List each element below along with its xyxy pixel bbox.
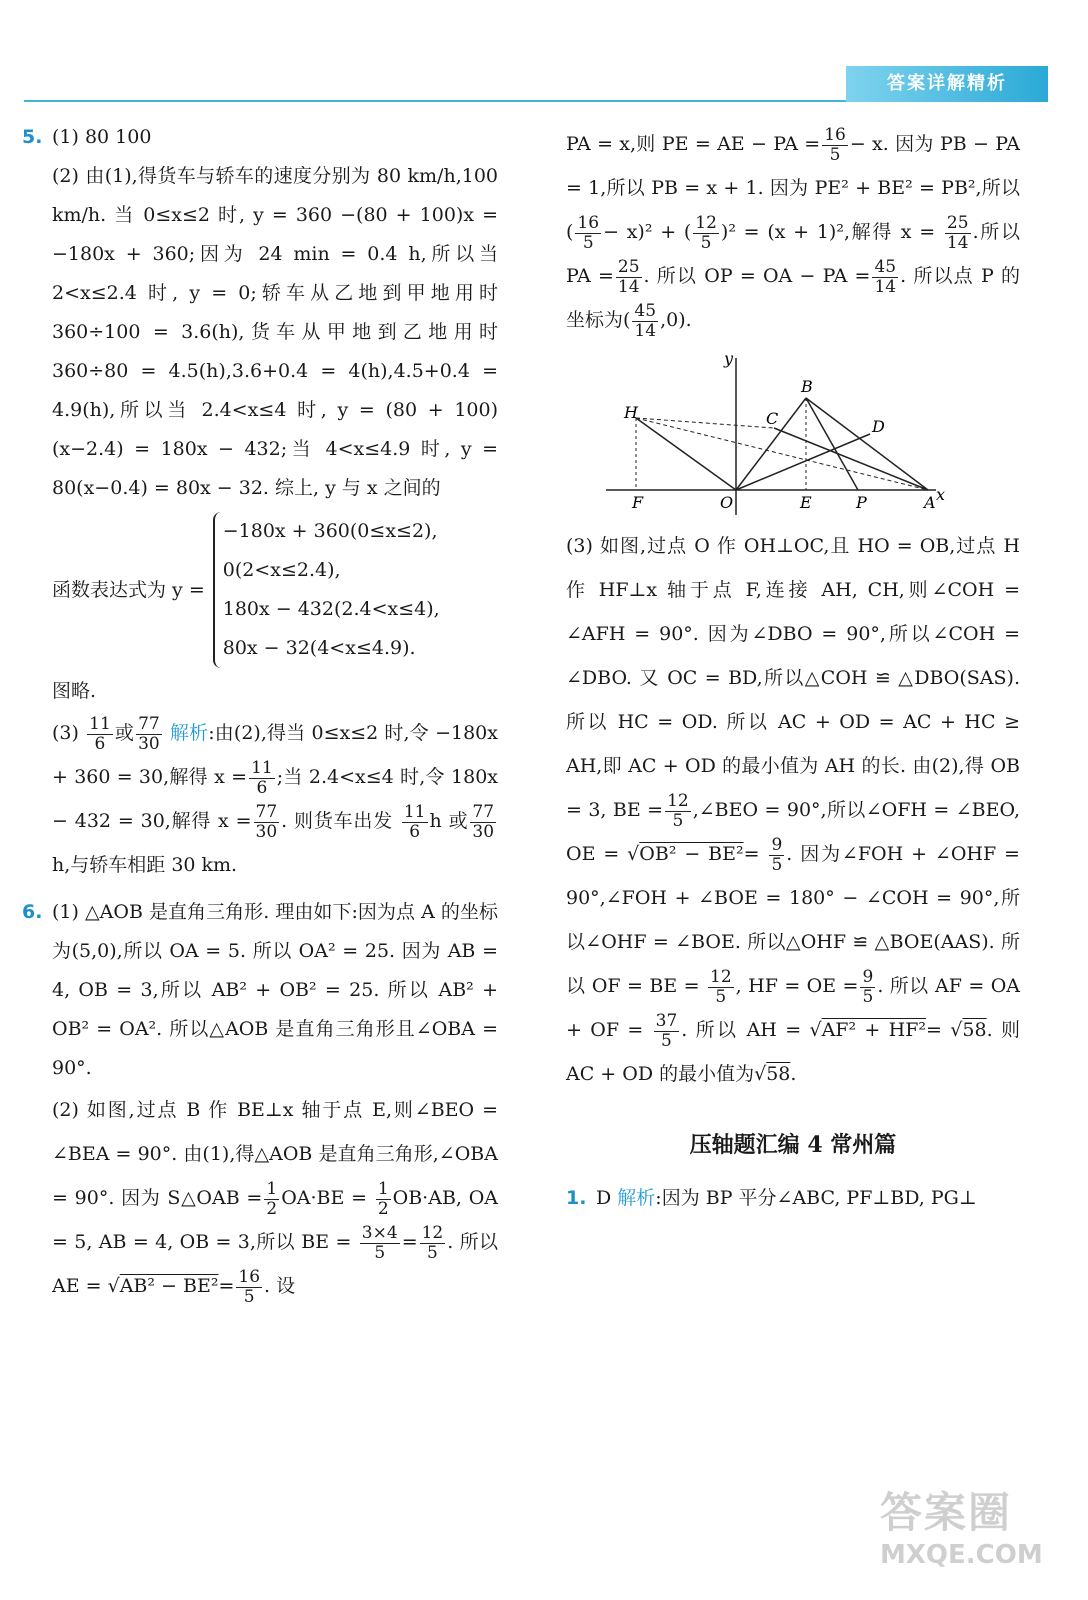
fraction: $\frac{16}{5}$ bbox=[577, 212, 600, 253]
q6-number: 6. bbox=[22, 901, 43, 923]
q5-part3: 图略. bbox=[52, 680, 97, 702]
fraction: $\frac{77}{30}$ bbox=[255, 801, 278, 842]
q5-number: 5. bbox=[22, 126, 43, 148]
watermark: 答案圈 MXQE.COM bbox=[880, 1488, 1043, 1570]
header-rule bbox=[24, 100, 854, 102]
label-H: H bbox=[624, 403, 638, 422]
segment-OH bbox=[636, 418, 736, 490]
fraction: $\frac{12}{5}$ bbox=[421, 1222, 444, 1263]
fraction: $\frac{9}{5}$ bbox=[771, 834, 783, 875]
q5-piecewise-lead: 函数表达式为 y = bbox=[52, 578, 205, 601]
label-P: P bbox=[856, 493, 867, 512]
q1-number: 1. bbox=[566, 1187, 587, 1209]
left-column bbox=[22, 118, 498, 1308]
fraction: $\frac{3\times 4}{5}$ bbox=[361, 1222, 398, 1263]
label-D: D bbox=[872, 417, 885, 436]
label-C: C bbox=[766, 409, 779, 428]
q6-part1: 6. (1) △AOB 是直角三角形. 理由如下:因为点 A 的坐标为(5,0),所以 OA = 5. 所以 OA² = 25. 因为 AB = 4, OB = 3,所以 AB² + OB² = 25. 所以 AB² + OB² = OA². 所以△AOB 是直角三角形且∠OBA = 90°. bbox=[22, 893, 498, 1088]
q5-piecewise bbox=[22, 512, 498, 668]
fraction: $\frac{77}{30}$ bbox=[138, 713, 160, 754]
label-F: F bbox=[632, 493, 644, 512]
next-q1: 1. D 解析:因为 BP 平分∠ABC, PF⊥BD, PG⊥ bbox=[566, 1179, 1020, 1218]
q6-continued: PA = x,则 PE = AE − PA = $\frac{16}{5}$ − x. 因为 PB − PA = 1,所以 PB = x + 1. 因为 PE² + BE² = PB²,所以 ( $\frac{16}{5}$ − x)² + ( $\frac{12}{5}$ )² = (x + 1)²,解得 x = $\frac{25}{14}$ .所以 PA = $\frac{25}{14}$ . 所以 OP = OA − PA = $\frac{45}{14}$ . 所以点 P 的坐标为( $\frac{45}{14}$ ,0). bbox=[566, 124, 1020, 341]
fraction: $\frac{16}{5}$ bbox=[238, 1266, 261, 1307]
piece-2: 0(2<x≤2.4), bbox=[222, 559, 341, 581]
fraction: $\frac{45}{14}$ bbox=[634, 300, 657, 341]
q6-part2: (2) 如图,过点 B 作 BE⊥x 轴于点 E,则∠BEO = ∠BEA = 90°. 由(1),得△AOB 是直角三角形,∠OBA = 90°. 因为 S△OAB = $\frac{1}{2}$ OA·BE = $\frac{1}{2}$ OB·AB, OA = 5, AB = 4, OB = 3,所以 BE = $\frac{3\times 4}{5}$ = $\frac{12}{5}$ . 所以 AE = √AB² − BE²= $\frac{16}{5}$ . 设 bbox=[52, 1099, 498, 1307]
segment-OD bbox=[736, 434, 870, 490]
fraction: $\frac{16}{5}$ bbox=[824, 124, 846, 165]
segment-CA bbox=[774, 428, 928, 490]
label-y: y bbox=[724, 350, 734, 368]
piece-4: 80x − 32(4<x≤4.9). bbox=[222, 637, 416, 659]
geometry-figure bbox=[606, 350, 946, 520]
right-column bbox=[566, 122, 1020, 1218]
fraction: $\frac{1}{2}$ bbox=[266, 1178, 278, 1219]
fraction: $\frac{12}{5}$ bbox=[710, 966, 732, 1007]
fraction: $\frac{37}{5}$ bbox=[655, 1010, 678, 1051]
piecewise-brace bbox=[213, 512, 440, 668]
fraction: $\frac{25}{14}$ bbox=[617, 256, 640, 297]
analysis-label: 解析 bbox=[617, 1187, 656, 1209]
fraction: $\frac{1}{2}$ bbox=[377, 1178, 389, 1219]
q5-part1: 5. (1) 80 100 bbox=[22, 118, 498, 157]
label-A: A bbox=[924, 493, 936, 512]
fraction: $\frac{11}{6}$ bbox=[89, 713, 111, 754]
fraction: $\frac{77}{30}$ bbox=[472, 801, 495, 842]
label-B: B bbox=[801, 377, 813, 396]
label-E: E bbox=[800, 493, 812, 512]
q5-part4: (3) $\frac{11}{6}$ 或 $\frac{77}{30}$ 解析:由(2),得当 0≤x≤2 时,令 −180x + 360 = 30,解得 x = $\frac{11}{6}$ ;当 2.4<x≤4 时,令 180x − 432 = 30,解得 x = $\frac{77}{30}$ . 则货车出发 $\frac{11}{6}$ h 或 $\frac{77}{30}$ h,与轿车相距 30 km. bbox=[52, 713, 499, 876]
fraction: $\frac{12}{5}$ bbox=[667, 790, 689, 831]
fraction: $\frac{11}{6}$ bbox=[403, 801, 426, 842]
piece-3: 180x − 432(2.4<x≤4), bbox=[222, 598, 440, 620]
section-title: 压轴题汇编 4 常州篇 bbox=[689, 1132, 897, 1158]
header-tab: 答案详解精析 bbox=[846, 66, 1048, 102]
analysis-label: 解析 bbox=[169, 722, 209, 744]
fraction: $\frac{45}{14}$ bbox=[874, 256, 897, 297]
fraction: $\frac{12}{5}$ bbox=[695, 212, 717, 253]
fraction: $\frac{25}{14}$ bbox=[946, 212, 969, 253]
segment-BA bbox=[806, 398, 928, 490]
piece-1: −180x + 360(0≤x≤2), bbox=[222, 520, 438, 542]
fraction: $\frac{11}{6}$ bbox=[251, 757, 273, 798]
q6-part3: (3) 如图,过点 O 作 OH⊥OC,且 HO = OB,过点 H 作 HF⊥x 轴于点 F,连接 AH, CH,则∠COH = ∠AFH = 90°. 因为∠DBO = 90°,所以∠COH = ∠DBO. 又 OC = BD,所以△COH ≌ △DBO(SAS). 所以 HC = OD. 所以 AC + OD = AC + HC ≥ AH,即 AC + OD 的最小值为 AH 的长. 由(2),得 OB = 3, BE = $\frac{12}{5}$ ,∠BEO = 90°,所以∠OFH = ∠BEO, OE = √OB² − BE²= $\frac{9}{5}$ . 因为∠FOH + ∠OHF = 90°,∠FOH + ∠BOE = 180° − ∠COH = 90°,所以∠OHF = ∠BOE. 所以△OHF ≌ △BOE(AAS). 所以 OF = BE = $\frac{12}{5}$ , HF = OE = $\frac{9}{5}$ . 所以 AF = OA + OF = $\frac{37}{5}$ . 所以 AH = √AF² + HF²= √58. 则 AC + OD 的最小值为√58. bbox=[566, 535, 1020, 1085]
q5-part2: (2) 由(1),得货车与轿车的速度分别为 80 km/h,100 km/h. 当 0≤x≤2 时, y = 360 −(80 + 100)x = −180x + 360;因为 24 min = 0.4 h,所以当 2<x≤2.4 时, y = 0;轿车从乙地到甲地用时 360÷100 = 3.6(h),货车从甲地到乙地用时 360÷80 = 4.5(h),3.6+0.4 = 4(h),4.5+0.4 = 4.9(h),所以当 2.4<x≤4 时, y = (80 + 100)(x−2.4) = 180x − 432;当 4<x≤4.9 时, y = 80(x−0.4) = 80x − 32. 综上, y 与 x 之间的 bbox=[52, 165, 498, 499]
fraction: $\frac{9}{5}$ bbox=[862, 966, 874, 1007]
label-x: x bbox=[936, 485, 946, 504]
label-O: O bbox=[720, 493, 734, 512]
